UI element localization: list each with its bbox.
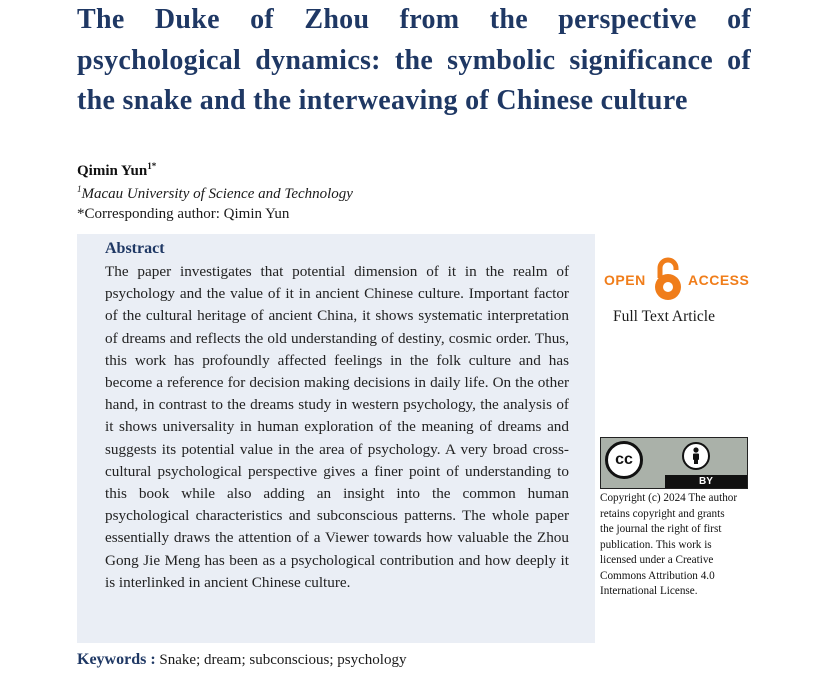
abstract-heading: Abstract bbox=[105, 240, 165, 257]
abstract-text: The paper investigates that potential dimension of it in the realm of psychology and the value of it in ancient Chinese culture. Important factor of the cultural heritage of ancient China, it shows systematic interpretation of dreams and reflects the old understanding of destiny, cosmic order. Thus, this work has profoundly affected feelings in the folk culture and has become a reference for decision making decisions in daily life. On the other hand, in contrast to the dreams study in western psychology, the analysis of it shows universality in human exploration of the meaning of dreams and suggests its potential value in the area of psychology. A very broad cross-cultural psychological perspective gives a finer point of understanding to this book while also adding an insight into the common human psychological characteristics and subconscious patterns. The whole paper essentially draws the attention of a Viewer towards how valuable the Zhou Gong Jie Meng has been as a psychological contribution and how deeply it is interlinked in ancient Chinese culture. bbox=[105, 263, 569, 591]
open-access-access-label: ACCESS bbox=[688, 272, 750, 288]
open-access-logo bbox=[604, 256, 750, 302]
paper-title: The Duke of Zhou from the perspective of psychological dynamics: the symbolic significance of the snake and the interweaving of Chinese culture bbox=[77, 4, 751, 116]
affiliation bbox=[77, 184, 353, 203]
affiliation-superscript: 1 bbox=[77, 184, 82, 194]
keywords-label: Keywords : bbox=[77, 651, 156, 668]
open-access-open-label: OPEN bbox=[604, 272, 646, 288]
attribution-person-icon bbox=[682, 442, 710, 470]
creative-commons-icon: cc bbox=[605, 441, 643, 479]
by-label: BY bbox=[665, 475, 747, 488]
affiliation-text: Macau University of Science and Technology bbox=[81, 186, 353, 202]
keywords-text: Snake; dream; subconscious; psychology bbox=[155, 652, 407, 668]
attribution-person-glyph bbox=[684, 444, 708, 468]
cc-by-badge[interactable] bbox=[600, 437, 748, 489]
author-name bbox=[77, 161, 156, 180]
license-text: Copyright (c) 2024 The author retains copyright and grants the journal the right of first publication. This work is licensed under a Creative Commons Attribution 4.0 International License. bbox=[600, 492, 738, 597]
full-text-label: Full Text Article bbox=[613, 308, 715, 325]
keywords bbox=[77, 651, 406, 669]
author-superscript: 1* bbox=[147, 161, 157, 171]
author-name-text: Qimin Yun bbox=[77, 163, 148, 179]
corresponding-author: *Corresponding author: Qimin Yun bbox=[77, 206, 290, 222]
open-access-lock-icon bbox=[651, 256, 685, 302]
